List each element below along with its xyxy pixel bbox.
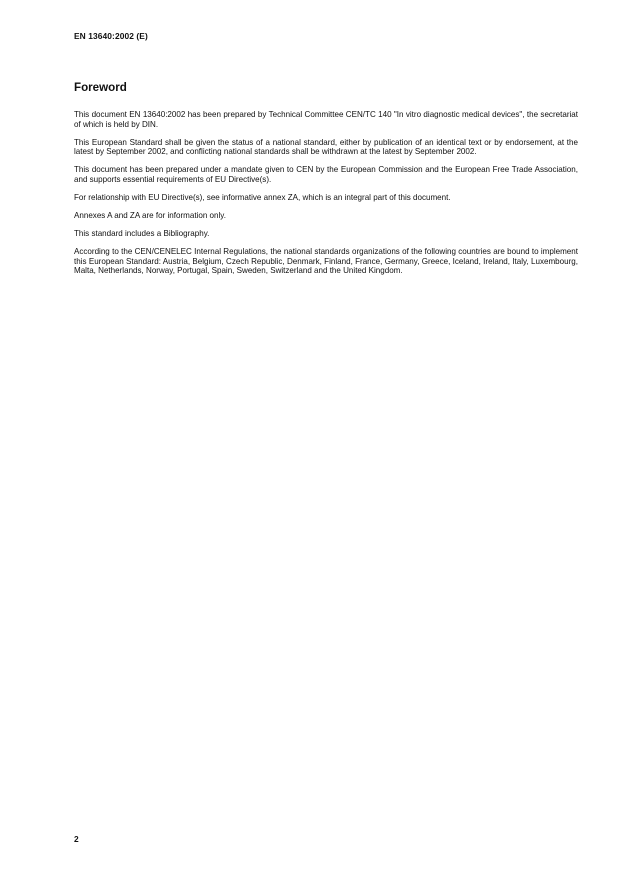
paragraph-bibliography: This standard includes a Bibliography. (74, 228, 210, 238)
paragraph-preparation: This document EN 13640:2002 has been prepared by Technical Committee CEN/TC 140 "In vitro diagnostic medical devices", the secretariat of which is held by DIN. (74, 110, 578, 129)
page-number: 2 (74, 834, 79, 844)
paragraph-annexes: Annexes A and ZA are for information only. (74, 211, 226, 220)
document-id-header: EN 13640:2002 (E) (74, 31, 148, 41)
foreword-heading: Foreword (74, 81, 127, 94)
paragraph-mandate: This document has been prepared under a mandate given to CEN by the European Commission and the European Free Trade Association, and supports essential requirements of EU Directive(s). (74, 165, 578, 185)
paragraph-status: This European Standard shall be given the status of a national standard, either by publication of an identical text or by endorsement, at the latest by September 2002, and conflicting national standards shall be withdrawn at the latest by September 2002. (74, 137, 578, 157)
paragraph-implementation: According to the CEN/CENELEC Internal Regulations, the national standards organizations of the following countries are bound to implement this European Standard: Austria, Belgium, Czech Republic, Denmark, Finland, France, Germany, Greece, Iceland, Ireland, Italy, Luxembourg, Malta, Netherlands, Norway, Portugal, Spain, Sweden, Switzerland and the United Kingdom. (74, 246, 578, 276)
foreword-body (74, 110, 578, 284)
paragraph-directive-relationship: For relationship with EU Directive(s), see informative annex ZA, which is an integral part of this document. (74, 193, 451, 203)
